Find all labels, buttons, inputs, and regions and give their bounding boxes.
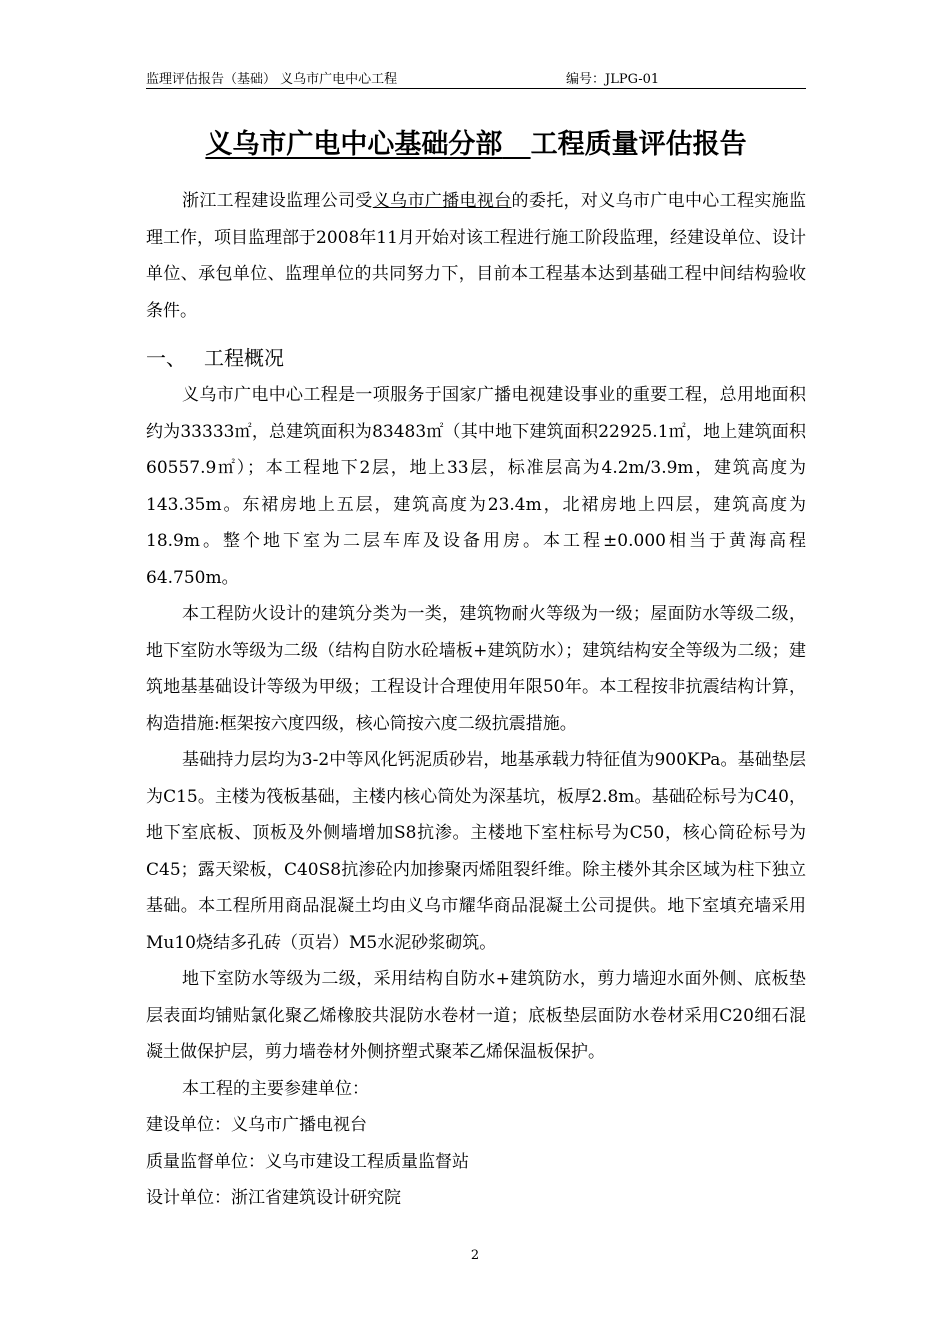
section-heading (146, 339, 806, 377)
header-title: 监理评估报告（基础） 义乌市广电中心工程 (146, 72, 398, 87)
paragraph-fire-design: 本工程防火设计的建筑分类为一类，建筑物耐火等级为一级；屋面防水等级二级，地下室防水等级为二级（结构自防水砼墙板+建筑防水）；建筑结构安全等级为二级；建筑地基基础设计等级为甲级；工程设计合理使用年限50年。本工程按非抗震结构计算，构造措施:框架按六度四级，核心筒按六度二级抗震措施。 (146, 604, 806, 734)
intro-before: 浙江工程建设监理公司受 (182, 191, 373, 211)
header-document-number: 编号：JLPG-01 (566, 72, 660, 87)
paragraph-units-intro: 本工程的主要参建单位： (182, 1078, 369, 1099)
title-part1: 义乌市广电中心基础分部 (205, 129, 503, 160)
report-body (146, 183, 806, 1217)
unit-quality-supervision: 质量监督单位：义乌市建设工程质量监督站 (146, 1151, 469, 1172)
intro-after: 的委托，对义乌市广电中心工程实施监理工作，项目监理部于2008年11月开始对该工程进行施工阶段监理，经建设单位、设计单位、承包单位、监理单位的共同努力下，目前本工程基本达到基础工程中间结构验收条件。 (146, 191, 807, 321)
intro-paragraph (146, 183, 806, 329)
intro-client: 义乌市广播电视台 (372, 191, 512, 211)
report-title (146, 122, 806, 161)
paragraph-foundation: 基础持力层均为3-2中等风化钙泥质砂岩，地基承载力特征值为900KPa。基础垫层为C15。主楼为筏板基础，主楼内核心筒处为深基坑，板厚2.8m。基础砼标号为C40，地下室底板、顶板及外侧墙增加S8抗渗。主楼地下室柱标号为C50，核心筒砼标号为C45；露天梁板，C40S8抗渗砼内加掺聚丙烯阻裂纤维。除主楼外其余区域为柱下独立基础。本工程所用商品混凝土均由义乌市耀华商品混凝土公司提供。地下室填充墙采用Mu10烧结多孔砖（页岩）M5水泥砂浆砌筑。 (146, 750, 806, 953)
title-gap (502, 129, 530, 160)
unit-design: 设计单位：浙江省建筑设计研究院 (146, 1188, 401, 1208)
paragraph-overview: 义乌市广电中心工程是一项服务于国家广播电视建设事业的重要工程，总用地面积约为33333㎡，总建筑面积为83483㎡（其中地下建筑面积22925.1㎡，地上建筑面积60557.9㎡）；本工程地下2层，地上33层，标准层高为4.2m/3.9m，建筑高度为143.35m。东裙房地上五层，建筑高度为23.4m，北裙房地上四层，建筑高度为18.9m。整个地下室为二层车库及设备用房。本工程±0.000相当于黄海高程64.750m。 (146, 385, 806, 588)
unit-construction: 建设单位：义乌市广播电视台 (146, 1115, 367, 1135)
section-number: 一、 (146, 346, 186, 370)
section-title: 工程概况 (204, 346, 284, 370)
title-part2: 工程质量评估报告 (530, 129, 747, 160)
paragraph-waterproofing: 地下室防水等级为二级，采用结构自防水+建筑防水，剪力墙迎水面外侧、底板垫层表面均铺贴氯化聚乙烯橡胶共混防水卷材一道；底板垫层面防水卷材采用C20细石混凝土做保护层，剪力墙卷材外侧挤塑式聚苯乙烯保温板保护。 (146, 969, 806, 1062)
page-header (146, 68, 806, 89)
page-number: 2 (470, 1248, 480, 1263)
